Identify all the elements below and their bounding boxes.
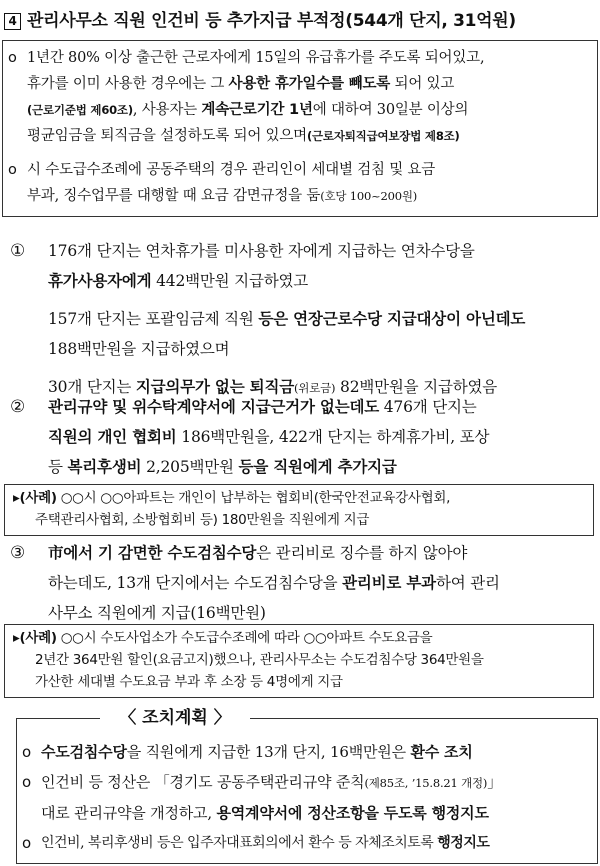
- note: (제85조, ’15.8.21 개정): [364, 776, 488, 790]
- text-line: [48, 452, 596, 482]
- plan-item-2: [17, 767, 597, 828]
- text-line: [41, 798, 597, 828]
- text-line: 176개 단지는 연차휴가를 미사용한 자에게 지급하는 연차수당을: [48, 242, 475, 260]
- bold-text: 환수 조치: [410, 743, 473, 761]
- text-line: 시 수도급수조례에 공동주택의 경우 관리인이 세대별 검침 및 요금: [27, 162, 436, 178]
- bold-text: 수도검침수당: [41, 743, 127, 761]
- plan-item-1: [17, 737, 597, 767]
- citation: (근로기준법 제60조): [27, 103, 133, 117]
- citation: (근로자퇴직급여보장법 제8조): [306, 129, 460, 143]
- section-title: [4, 6, 516, 31]
- text-run: 평균임금을 퇴직금을 설정하도록 되어 있으며: [27, 128, 307, 144]
- text-line: [13, 627, 587, 649]
- bold-text: 행정지도: [437, 835, 490, 851]
- text-line: 사무소 직원에게 지급(16백만원): [48, 604, 266, 622]
- text-run: 186백만원을, 422개 단지는 하계휴가비, 포상: [176, 428, 490, 446]
- text-run: 30개 단지는: [48, 378, 136, 396]
- bold-text: 휴가사용자에게: [48, 272, 152, 290]
- example-box-1: [4, 484, 594, 536]
- note: (위로금): [294, 381, 336, 395]
- text-run: 등: [48, 458, 68, 476]
- bold-text: 등은 연장근로수당 지급대상이 아닌데도: [258, 310, 526, 328]
- circled-number-3: ③: [10, 543, 26, 563]
- bold-text: 市에서 기 감면한 수도검침수당: [48, 544, 257, 562]
- text-run: ○○시 ○○아파트는 개인이 납부하는 협회비(한국안전교육강사협회,: [56, 490, 451, 506]
- circled-number-1: ①: [10, 241, 26, 261]
- note: (호당 100~200원): [320, 189, 418, 203]
- text-run: 되어 있고: [390, 76, 455, 92]
- text-line: 주택관리사협회, 소방협회비 등) 180만원을 직원에게 지급: [35, 512, 370, 528]
- text-run: , 사용자는: [132, 102, 202, 118]
- text-line: [41, 828, 597, 858]
- bold-text: 등을 직원에게 추가지급: [238, 458, 397, 476]
- finding-2: [10, 392, 596, 482]
- bullet-marker: o: [8, 50, 17, 66]
- text-line: [48, 568, 596, 598]
- plan-item-3: [17, 828, 597, 858]
- finding-3: [10, 538, 596, 628]
- bullet-marker: o: [22, 834, 31, 852]
- bullet-marker: o: [22, 773, 31, 791]
- bold-text: 지급의무가 없는 퇴직금: [135, 378, 294, 396]
- text-line: [48, 392, 596, 422]
- text-line: [27, 71, 597, 97]
- text-line: [48, 422, 596, 452]
- background-box: [2, 40, 598, 217]
- text-line: [48, 266, 596, 296]
- bullet-marker: o: [22, 743, 31, 761]
- action-plan-box: [16, 718, 598, 864]
- text-run: 442백만원 지급하였고: [151, 272, 309, 290]
- bold-text: 관리규약 및 위수탁계약서에 지급근거가 없는데도: [48, 398, 380, 416]
- text-line: 1년간 80% 이상 출근한 근로자에게 15일의 유급휴가를 주도록 되어있고,: [27, 50, 485, 66]
- finding-1: [10, 236, 596, 403]
- example-label: ▸(사례): [13, 490, 57, 506]
- bold-text: 사용한 휴가일수를 빼도록: [228, 76, 391, 92]
- text-run: 하여 관리: [435, 574, 500, 592]
- bold-text: 계속근로기간 1년: [201, 102, 313, 118]
- text-run: 하는데도, 13개 단지에서는 수도검침수당을: [48, 574, 343, 592]
- text-line: [41, 737, 597, 767]
- plan-title: 〈 조치계획 〉: [100, 704, 250, 732]
- bold-text: 관리비로 부과: [342, 574, 436, 592]
- text-run: 휴가를 이미 사용한 경우에는 그: [27, 76, 229, 92]
- text-run: ○○시 수도사업소가 수도급수조례에 따라 ○○아파트 수도요금을: [56, 630, 433, 646]
- example-label: ▸(사례): [13, 630, 57, 646]
- text-run: 인건비, 복리후생비 등은 입주자대표회의에서 환수 등 자체조치토록: [41, 835, 438, 851]
- text-line: [13, 487, 587, 509]
- text-run: 82백만원을 지급하였음: [335, 378, 498, 396]
- text-run: 2,205백만원: [141, 458, 239, 476]
- section-title-text: 관리사무소 직원 인건비 등 추가지급 부적정(544개 단지, 31억원): [27, 11, 516, 31]
- text-line: [27, 123, 597, 149]
- text-run: 은 관리비로 징수를 하지 않아야: [256, 544, 468, 562]
- bold-text: 용역계약서에 정산조항을 두도록 행정지도: [216, 804, 489, 822]
- background-item-1: [3, 45, 597, 149]
- text-run: 부과, 징수업무를 대행할 때 요금 감면규정을 둠: [27, 188, 321, 204]
- text-line: [48, 538, 596, 568]
- text-line: [41, 767, 597, 798]
- section-number: 4: [4, 13, 21, 30]
- text-run: 476개 단지는: [379, 398, 477, 416]
- text-run: 을 직원에게 지급한 13개 단지, 16백만원은: [126, 743, 411, 761]
- bold-text: 직원의 개인 협회비: [48, 428, 177, 446]
- text-line: [27, 183, 597, 209]
- text-line: [27, 97, 597, 123]
- bullet-marker: o: [8, 162, 17, 178]
- background-item-2: [3, 157, 597, 209]
- circled-number-2: ②: [10, 397, 26, 417]
- text-line: 188백만원을 지급하였으며: [48, 340, 230, 358]
- text-run: 」: [487, 773, 503, 791]
- example-box-2: [4, 624, 594, 698]
- text-run: 에 대하여 30일분 이상의: [312, 102, 469, 118]
- text-line: 2년간 364만원 할인(요금고지)했으나, 관리사무소는 수도검침수당 364만원을: [35, 652, 484, 668]
- text-run: 대로 관리규약을 개정하고,: [41, 804, 217, 822]
- text-run: 인건비 등 정산은 「경기도 공동주택관리규약 준칙: [41, 773, 365, 791]
- text-run: 157개 단지는 포괄임금제 직원: [48, 310, 259, 328]
- text-line: 가산한 세대별 수도요금 부과 후 소장 등 4명에게 지급: [35, 674, 343, 690]
- text-line: [48, 304, 596, 334]
- bold-text: 복리후생비: [67, 458, 142, 476]
